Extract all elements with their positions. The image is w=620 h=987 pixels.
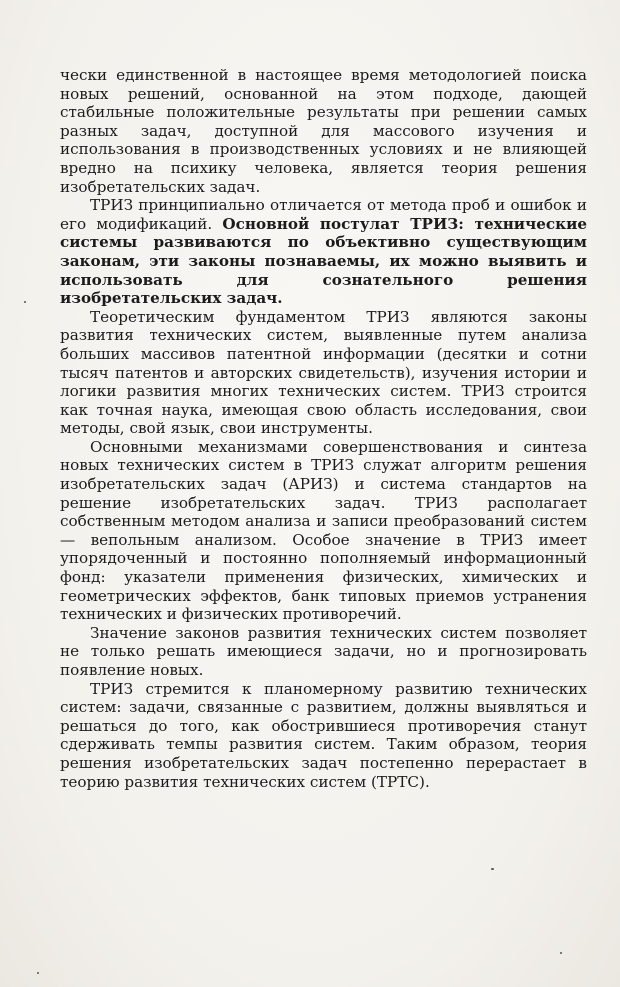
paragraph-4 [60, 438, 587, 624]
paragraph-6 [60, 680, 587, 792]
paragraph-6-text: ТРИЗ стремится к планомерному развитию технических систем: задачи, связанные с развитием, должны выявляться и решаться до того, как обострившиеся противоречия станут сдерживать темпы развития систем. Таким образом, теория решения изобретательских задач постепенно перерастает в теорию развития технических систем (ТРТС). [60, 679, 587, 791]
paragraph-1-text: чески единственной в настоящее время методологией поиска новых решений, основанной на этом подходе, дающей стабильные положительные результаты при решении самых разных задач, доступной для массового изучения и использования в производственных условиях и не влияющей вредно на психику человека, является теория решения изобретательских задач. [60, 66, 587, 196]
paragraph-2 [60, 196, 587, 308]
paragraph-2-text: ТРИЗ принципиально отличается от метода проб и ошибок и его модификаций. [60, 196, 587, 233]
paper-speck [560, 952, 562, 954]
paragraph-3 [60, 308, 587, 438]
paper-speck [24, 301, 26, 303]
body-text [60, 66, 587, 791]
paragraph-1 [60, 66, 587, 196]
paragraph-4-text: Основными механизмами совершенствования и синтеза новых технических систем в ТРИЗ служат алгоритм решения изобретательских задач (АРИЗ) и система стандартов на решение изобретательских задач. ТРИЗ располагает собственным методом анализа и записи преобразований систем — вепольным анализом. Особое значение в ТРИЗ имеет упорядоченный и постоянно пополняемый информационный фонд: указатели применения физических, химических и геометрических эффектов, банк типовых приемов устранения технических и физических противоречий. [60, 437, 587, 624]
paragraph-5 [60, 624, 587, 680]
paper-speck [37, 972, 39, 974]
paragraph-3-text: Теоретическим фундаментом ТРИЗ являются законы развития технических систем, выявленные путем анализа больших массивов патентной информации (десятки и сотни тысяч патентов и авторских свидетельств), изучения истории и логики развития многих технических систем. ТРИЗ строится как точная наука, имеющая свою область исследования, свои методы, свой язык, свои инструменты. [60, 307, 587, 438]
paper-speck [491, 868, 494, 870]
paragraph-5-text: Значение законов развития технических систем позволяет не только решать имеющиеся задачи, но и прогнозировать появление новых. [60, 623, 587, 679]
paragraph-2-bold-text: Основной постулат ТРИЗ: технические системы развиваются по объективно существующим законам, эти законы познаваемы, их можно выявить и использовать для сознательного решения изобретательских задач. [60, 214, 587, 308]
